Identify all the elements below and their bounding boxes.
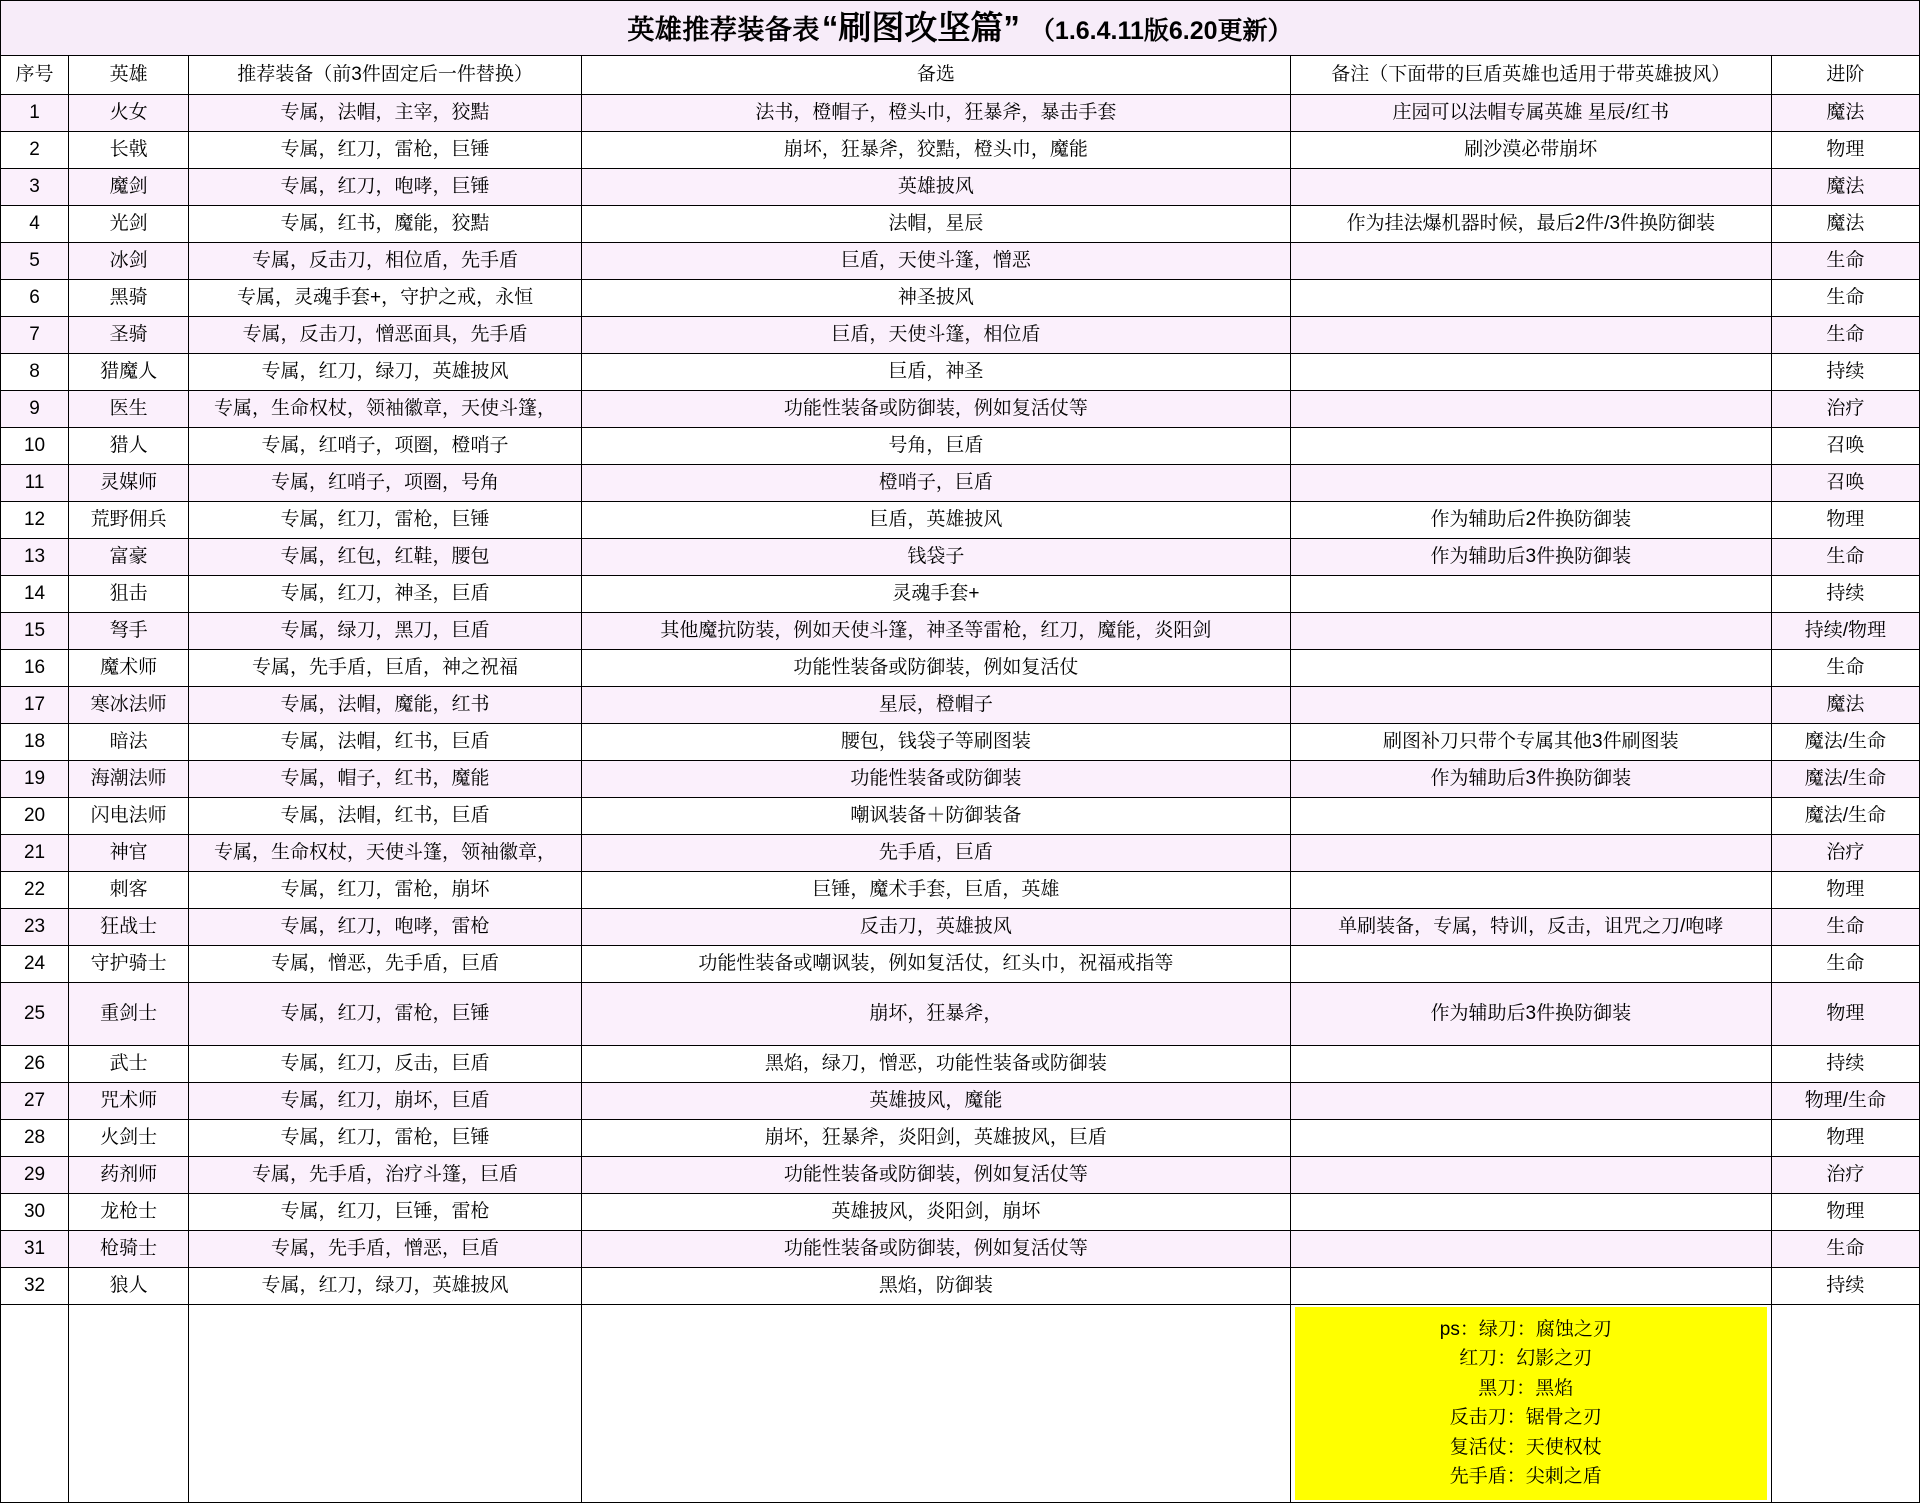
- row-advance: 生命: [1771, 1231, 1919, 1268]
- row-hero: 猎魔人: [69, 354, 189, 391]
- row-gear: 专属，先手盾，巨盾，神之祝福: [189, 650, 582, 687]
- ps-note-line: 复活仗：天使权杖: [1449, 1436, 1602, 1458]
- row-advance: 生命: [1771, 539, 1919, 576]
- row-index: 31: [1, 1231, 69, 1268]
- table-row: [1, 1120, 1920, 1157]
- table-row: [1, 539, 1920, 576]
- row-hero: 黑骑: [69, 280, 189, 317]
- row-advance: 持续: [1771, 1268, 1919, 1305]
- title-main: 英雄推荐装备表: [627, 15, 820, 46]
- row-note: [1290, 687, 1771, 724]
- table-row: [1, 835, 1920, 872]
- table-row: [1, 317, 1920, 354]
- row-note: 刷图补刀只带个专属其他3件刷图装: [1290, 724, 1771, 761]
- row-advance: 生命: [1771, 280, 1919, 317]
- row-advance: 生命: [1771, 946, 1919, 983]
- row-hero: 猎人: [69, 428, 189, 465]
- table-row: [1, 428, 1920, 465]
- row-alternatives: 黑焰，防御装: [581, 1268, 1290, 1305]
- row-gear: 专属，先手盾，治疗斗篷，巨盾: [189, 1157, 582, 1194]
- sheet-title-row: [1, 1, 1920, 56]
- ps-row-blank-cell: [69, 1305, 189, 1503]
- row-alternatives: 英雄披风，魔能: [581, 1083, 1290, 1120]
- row-hero: 冰剑: [69, 243, 189, 280]
- row-advance: 生命: [1771, 243, 1919, 280]
- row-gear: 专属，先手盾，憎恶，巨盾: [189, 1231, 582, 1268]
- ps-note-row: [1, 1305, 1920, 1503]
- row-alternatives: 巨盾，神圣: [581, 354, 1290, 391]
- table-row: [1, 687, 1920, 724]
- row-hero: 药剂师: [69, 1157, 189, 1194]
- row-note: [1290, 1157, 1771, 1194]
- row-alternatives: 英雄披风，炎阳剑，崩坏: [581, 1194, 1290, 1231]
- column-header-advance: 进阶: [1771, 56, 1919, 95]
- row-note: [1290, 613, 1771, 650]
- row-index: 23: [1, 909, 69, 946]
- row-index: 1: [1, 95, 69, 132]
- row-advance: 治疗: [1771, 835, 1919, 872]
- row-alternatives: 功能性装备或防御装，例如复活仗等: [581, 1157, 1290, 1194]
- row-index: 28: [1, 1120, 69, 1157]
- table-row: [1, 576, 1920, 613]
- ps-note-line: 先手盾：尖刺之盾: [1449, 1466, 1602, 1488]
- row-index: 4: [1, 206, 69, 243]
- row-index: 13: [1, 539, 69, 576]
- row-note: 刷沙漠必带崩坏: [1290, 132, 1771, 169]
- row-note: [1290, 1120, 1771, 1157]
- row-index: 6: [1, 280, 69, 317]
- row-hero: 重剑士: [69, 983, 189, 1046]
- row-index: 29: [1, 1157, 69, 1194]
- row-alternatives: 橙哨子，巨盾: [581, 465, 1290, 502]
- row-gear: 专属，绿刀，黑刀，巨盾: [189, 613, 582, 650]
- table-row: [1, 206, 1920, 243]
- row-alternatives: 法书，橙帽子，橙头巾，狂暴斧，暴击手套: [581, 95, 1290, 132]
- column-header-alternatives: 备选: [581, 56, 1290, 95]
- ps-note-line: 反击刀：锯骨之刃: [1449, 1407, 1602, 1429]
- row-index: 24: [1, 946, 69, 983]
- row-index: 7: [1, 317, 69, 354]
- table-row: [1, 1268, 1920, 1305]
- row-hero: 刺客: [69, 872, 189, 909]
- table-row: [1, 650, 1920, 687]
- row-alternatives: 灵魂手套+: [581, 576, 1290, 613]
- row-note: 作为辅助后3件换防御装: [1290, 761, 1771, 798]
- table-row: [1, 95, 1920, 132]
- row-advance: 物理: [1771, 502, 1919, 539]
- table-row: [1, 946, 1920, 983]
- row-gear: 专属，红刀，绿刀，英雄披风: [189, 354, 582, 391]
- row-hero: 弩手: [69, 613, 189, 650]
- row-hero: 武士: [69, 1046, 189, 1083]
- table-header-row: [1, 56, 1920, 95]
- column-header-gear: 推荐装备（前3件固定后一件替换）: [189, 56, 582, 95]
- column-header-note: 备注（下面带的巨盾英雄也适用于带英雄披风）: [1290, 56, 1771, 95]
- table-row: [1, 502, 1920, 539]
- row-advance: 物理: [1771, 983, 1919, 1046]
- row-index: 14: [1, 576, 69, 613]
- table-row: [1, 465, 1920, 502]
- row-gear: 专属，法帽，主宰，狡黠: [189, 95, 582, 132]
- row-hero: 长戟: [69, 132, 189, 169]
- row-alternatives: 星辰，橙帽子: [581, 687, 1290, 724]
- row-gear: 专属，反击刀，相位盾，先手盾: [189, 243, 582, 280]
- row-note: 作为挂法爆机器时候，最后2件/3件换防御装: [1290, 206, 1771, 243]
- row-index: 8: [1, 354, 69, 391]
- row-gear: 专属，灵魂手套+，守护之戒，永恒: [189, 280, 582, 317]
- row-note: [1290, 428, 1771, 465]
- ps-note-line: 红刀：幻影之刃: [1459, 1348, 1593, 1370]
- row-advance: 治疗: [1771, 1157, 1919, 1194]
- row-gear: 专属，红刀，绿刀，英雄披风: [189, 1268, 582, 1305]
- row-advance: 持续: [1771, 576, 1919, 613]
- row-alternatives: 嘲讽装备＋防御装备: [581, 798, 1290, 835]
- row-advance: 持续: [1771, 1046, 1919, 1083]
- row-alternatives: 神圣披风: [581, 280, 1290, 317]
- row-advance: 魔法/生命: [1771, 724, 1919, 761]
- row-gear: 专属，法帽，红书，巨盾: [189, 724, 582, 761]
- row-gear: 专属，法帽，魔能，红书: [189, 687, 582, 724]
- row-index: 21: [1, 835, 69, 872]
- row-advance: 物理/生命: [1771, 1083, 1919, 1120]
- table-row: [1, 1046, 1920, 1083]
- row-gear: 专属，红刀，雷枪，崩坏: [189, 872, 582, 909]
- row-advance: 持续: [1771, 354, 1919, 391]
- row-alternatives: 功能性装备或防御装，例如复活仗等: [581, 1231, 1290, 1268]
- row-gear: 专属，红刀，巨锤，雷枪: [189, 1194, 582, 1231]
- row-hero: 寒冰法师: [69, 687, 189, 724]
- row-alternatives: 功能性装备或防御装: [581, 761, 1290, 798]
- row-hero: 神官: [69, 835, 189, 872]
- table-row: [1, 391, 1920, 428]
- table-row: [1, 1083, 1920, 1120]
- row-gear: 专属，生命权杖，天使斗篷，领袖徽章，: [189, 835, 582, 872]
- row-note: 作为辅助后3件换防御装: [1290, 983, 1771, 1046]
- table-row: [1, 169, 1920, 206]
- row-alternatives: 功能性装备或防御装，例如复活仗: [581, 650, 1290, 687]
- row-alternatives: 崩坏，狂暴斧，: [581, 983, 1290, 1046]
- row-hero: 咒术师: [69, 1083, 189, 1120]
- table-row: [1, 243, 1920, 280]
- row-gear: 专属，红刀，咆哮，雷枪: [189, 909, 582, 946]
- row-advance: 魔法/生命: [1771, 798, 1919, 835]
- row-note: [1290, 465, 1771, 502]
- row-advance: 召唤: [1771, 428, 1919, 465]
- table-row: [1, 761, 1920, 798]
- table-row: [1, 132, 1920, 169]
- row-index: 27: [1, 1083, 69, 1120]
- row-alternatives: 先手盾，巨盾: [581, 835, 1290, 872]
- row-index: 18: [1, 724, 69, 761]
- row-advance: 生命: [1771, 317, 1919, 354]
- table-row: [1, 1157, 1920, 1194]
- row-index: 9: [1, 391, 69, 428]
- row-alternatives: 号角，巨盾: [581, 428, 1290, 465]
- row-advance: 魔法: [1771, 95, 1919, 132]
- row-note: [1290, 798, 1771, 835]
- row-index: 16: [1, 650, 69, 687]
- row-note: [1290, 835, 1771, 872]
- row-alternatives: 崩坏，狂暴斧，狡黠，橙头巾，魔能: [581, 132, 1290, 169]
- title-quoted: “刷图攻坚篇”: [821, 9, 1020, 47]
- row-gear: 专属，红刀，崩坏，巨盾: [189, 1083, 582, 1120]
- table-row: [1, 1231, 1920, 1268]
- row-gear: 专属，红书，魔能，狡黠: [189, 206, 582, 243]
- row-note: [1290, 1231, 1771, 1268]
- row-gear: 专属，憎恶，先手盾，巨盾: [189, 946, 582, 983]
- row-hero: 魔剑: [69, 169, 189, 206]
- row-hero: 圣骑: [69, 317, 189, 354]
- row-alternatives: 功能性装备或嘲讽装，例如复活仗，红头巾，祝福戒指等: [581, 946, 1290, 983]
- row-note: [1290, 169, 1771, 206]
- row-advance: 生命: [1771, 909, 1919, 946]
- table-row: [1, 909, 1920, 946]
- column-header-hero: 英雄: [69, 56, 189, 95]
- ps-note-line: 黑刀：黑焰: [1478, 1377, 1574, 1399]
- row-hero: 火剑士: [69, 1120, 189, 1157]
- row-advance: 魔法: [1771, 206, 1919, 243]
- row-hero: 龙枪士: [69, 1194, 189, 1231]
- row-advance: 物理: [1771, 1120, 1919, 1157]
- row-advance: 魔法: [1771, 687, 1919, 724]
- row-hero: 狙击: [69, 576, 189, 613]
- row-note: [1290, 280, 1771, 317]
- ps-note-box: [1295, 1307, 1767, 1500]
- row-hero: 海潮法师: [69, 761, 189, 798]
- row-gear: 专属，红哨子，项圈，橙哨子: [189, 428, 582, 465]
- row-gear: 专属，红刀，反击，巨盾: [189, 1046, 582, 1083]
- row-gear: 专属，红刀，雷枪，巨锤: [189, 983, 582, 1046]
- title-version: （1.6.4.11版6.20更新）: [1029, 17, 1293, 46]
- row-advance: 物理: [1771, 132, 1919, 169]
- row-hero: 狼人: [69, 1268, 189, 1305]
- row-note: [1290, 243, 1771, 280]
- row-advance: 生命: [1771, 650, 1919, 687]
- row-alternatives: 巨锤，魔术手套，巨盾，英雄: [581, 872, 1290, 909]
- row-note: [1290, 1083, 1771, 1120]
- row-gear: 专属，红刀，雷枪，巨锤: [189, 132, 582, 169]
- table-row: [1, 280, 1920, 317]
- row-index: 20: [1, 798, 69, 835]
- table-row: [1, 872, 1920, 909]
- row-gear: 专属，红哨子，项圈，号角: [189, 465, 582, 502]
- row-hero: 狂战士: [69, 909, 189, 946]
- row-hero: 火女: [69, 95, 189, 132]
- row-hero: 光剑: [69, 206, 189, 243]
- row-alternatives: 钱袋子: [581, 539, 1290, 576]
- row-advance: 魔法/生命: [1771, 761, 1919, 798]
- row-hero: 暗法: [69, 724, 189, 761]
- row-note: 作为辅助后2件换防御装: [1290, 502, 1771, 539]
- row-note: 作为辅助后3件换防御装: [1290, 539, 1771, 576]
- row-advance: 召唤: [1771, 465, 1919, 502]
- row-advance: 物理: [1771, 1194, 1919, 1231]
- ps-note-line: ps：绿刀：腐蚀之刃: [1439, 1319, 1612, 1340]
- row-note: [1290, 946, 1771, 983]
- row-alternatives: 巨盾，英雄披风: [581, 502, 1290, 539]
- row-alternatives: 其他魔抗防装，例如天使斗篷，神圣等雷枪，红刀，魔能，炎阳剑: [581, 613, 1290, 650]
- row-hero: 富豪: [69, 539, 189, 576]
- row-advance: 魔法: [1771, 169, 1919, 206]
- row-note: [1290, 1194, 1771, 1231]
- row-note: 庄园可以法帽专属英雄 星辰/红书: [1290, 95, 1771, 132]
- column-header-index: 序号: [1, 56, 69, 95]
- row-hero: 魔术师: [69, 650, 189, 687]
- row-index: 19: [1, 761, 69, 798]
- row-index: 3: [1, 169, 69, 206]
- row-gear: 专属，红刀，雷枪，巨锤: [189, 502, 582, 539]
- row-index: 22: [1, 872, 69, 909]
- row-alternatives: 英雄披风: [581, 169, 1290, 206]
- row-hero: 守护骑士: [69, 946, 189, 983]
- row-note: [1290, 650, 1771, 687]
- row-note: [1290, 1046, 1771, 1083]
- row-alternatives: 巨盾，天使斗篷，憎恶: [581, 243, 1290, 280]
- table-row: [1, 983, 1920, 1046]
- row-alternatives: 黑焰，绿刀，憎恶，功能性装备或防御装: [581, 1046, 1290, 1083]
- row-index: 30: [1, 1194, 69, 1231]
- row-alternatives: 法帽，星辰: [581, 206, 1290, 243]
- row-gear: 专属，红刀，咆哮，巨锤: [189, 169, 582, 206]
- row-index: 11: [1, 465, 69, 502]
- row-index: 5: [1, 243, 69, 280]
- row-advance: 持续/物理: [1771, 613, 1919, 650]
- row-gear: 专属，红刀，雷枪，巨锤: [189, 1120, 582, 1157]
- row-index: 12: [1, 502, 69, 539]
- row-note: [1290, 391, 1771, 428]
- ps-row-blank-cell: [189, 1305, 582, 1503]
- sheet-title-cell: [1, 1, 1920, 56]
- table-row: [1, 613, 1920, 650]
- row-index: 32: [1, 1268, 69, 1305]
- ps-note-cell: [1290, 1305, 1771, 1503]
- row-hero: 荒野佣兵: [69, 502, 189, 539]
- row-gear: 专属，红包，红鞋，腰包: [189, 539, 582, 576]
- row-gear: 专属，法帽，红书，巨盾: [189, 798, 582, 835]
- row-index: 17: [1, 687, 69, 724]
- row-alternatives: 巨盾，天使斗篷，相位盾: [581, 317, 1290, 354]
- row-advance: 治疗: [1771, 391, 1919, 428]
- ps-row-blank-cell: [1771, 1305, 1919, 1503]
- row-index: 26: [1, 1046, 69, 1083]
- table-row: [1, 354, 1920, 391]
- row-alternatives: 腰包，钱袋子等刷图装: [581, 724, 1290, 761]
- row-gear: 专属，帽子，红书，魔能: [189, 761, 582, 798]
- row-note: [1290, 576, 1771, 613]
- ps-row-blank-cell: [1, 1305, 69, 1503]
- row-note: 单刷装备，专属，特训，反击，诅咒之刀/咆哮: [1290, 909, 1771, 946]
- row-hero: 闪电法师: [69, 798, 189, 835]
- row-note: [1290, 317, 1771, 354]
- row-alternatives: 功能性装备或防御装，例如复活仗等: [581, 391, 1290, 428]
- row-note: [1290, 872, 1771, 909]
- row-hero: 枪骑士: [69, 1231, 189, 1268]
- table-row: [1, 724, 1920, 761]
- row-index: 15: [1, 613, 69, 650]
- row-gear: 专属，反击刀，憎恶面具，先手盾: [189, 317, 582, 354]
- row-note: [1290, 1268, 1771, 1305]
- row-index: 2: [1, 132, 69, 169]
- row-hero: 灵媒师: [69, 465, 189, 502]
- row-gear: 专属，红刀，神圣，巨盾: [189, 576, 582, 613]
- table-row: [1, 1194, 1920, 1231]
- row-note: [1290, 354, 1771, 391]
- row-hero: 医生: [69, 391, 189, 428]
- table-row: [1, 798, 1920, 835]
- row-alternatives: 反击刀，英雄披风: [581, 909, 1290, 946]
- row-index: 10: [1, 428, 69, 465]
- row-index: 25: [1, 983, 69, 1046]
- row-alternatives: 崩坏，狂暴斧，炎阳剑，英雄披风，巨盾: [581, 1120, 1290, 1157]
- row-gear: 专属，生命权杖，领袖徽章，天使斗篷，: [189, 391, 582, 428]
- ps-row-blank-cell: [581, 1305, 1290, 1503]
- row-advance: 物理: [1771, 872, 1919, 909]
